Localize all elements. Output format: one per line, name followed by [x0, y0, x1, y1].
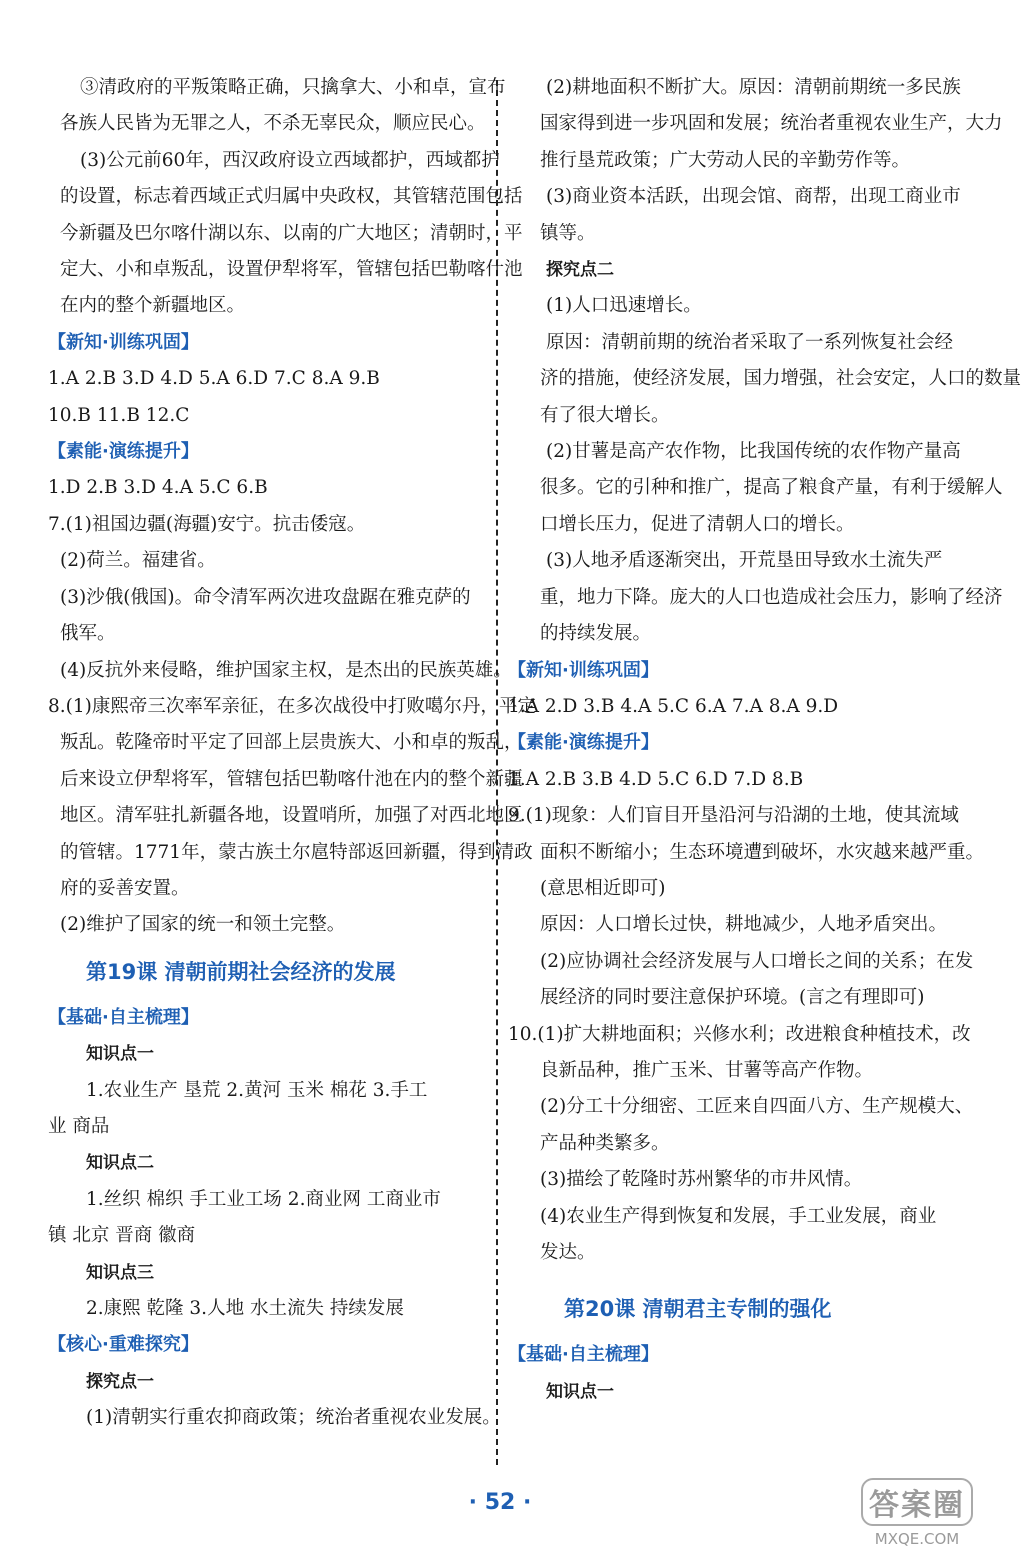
right-text-line: (3)描绘了乾隆时苏州繁华的市井风情。 [540, 1169, 863, 1191]
subsection-heading: 知识点三 [86, 1262, 154, 1283]
right-text-line: 9.(1)现象：人们盲目开垦沿河与沿湖的土地，使其流域 [508, 805, 959, 827]
subsection-heading: 知识点一 [86, 1044, 154, 1065]
left-text-line: 定大、小和卓叛乱，设置伊犁将军，管辖包括巴勒喀什池 [60, 259, 523, 281]
right-column [508, 70, 1021, 1410]
right-text-line: 1.A 2.D 3.B 4.A 5.C 6.A 7.A 8.A 9.D [508, 695, 839, 717]
right-text-line: 良新品种，推广玉米、甘薯等高产作物。 [540, 1059, 874, 1081]
right-text-line: 口增长压力，促进了清朝人口的增长。 [540, 513, 855, 535]
right-text-line: 发达。 [540, 1242, 596, 1263]
watermark [852, 1478, 982, 1548]
subsection-heading: 知识点一 [546, 1381, 614, 1402]
section-header: 【新知·训练巩固】 [48, 331, 199, 353]
left-text-line: (2)维护了国家的统一和领土完整。 [60, 914, 346, 936]
right-text-line: (2)分工十分细密、工匠来自四面八方、生产规模大、 [540, 1096, 974, 1118]
right-text-line: 有了很大增长。 [540, 404, 670, 426]
section-header: 【基础·自主梳理】 [48, 1006, 199, 1028]
left-text-line: 府的妥善安置。 [60, 877, 190, 899]
section-header: 【基础·自主梳理】 [508, 1344, 659, 1366]
left-text-line: 俄军。 [60, 623, 116, 645]
watermark-logo: 答案圈 [861, 1478, 973, 1526]
left-text-line: (1)清朝实行重农抑商政策；统治者重视农业发展。 [86, 1407, 501, 1429]
left-text-line: (3)公元前60年，西汉政府设立西域都护，西域都护 [80, 149, 500, 171]
right-text-line: 原因：清朝前期的统治者采取了一系列恢复社会经 [546, 331, 954, 353]
left-text-line: 的管辖。1771年，蒙古族土尔扈特部返回新疆，得到清政 [60, 841, 533, 863]
right-text-line: (意思相近即可) [540, 877, 666, 899]
section-header: 【核心·重难探究】 [48, 1334, 199, 1356]
column-divider [496, 80, 498, 1465]
subsection-heading: 探究点一 [86, 1371, 154, 1392]
section-header: 【素能·演练提升】 [508, 732, 659, 754]
left-text-line: 的设置，标志着西域正式归属中央政权，其管辖范围包括 [60, 186, 523, 208]
section-header: 【新知·训练巩固】 [508, 659, 659, 681]
right-text-line: (3)商业资本活跃，出现会馆、商帮，出现工商业市 [546, 186, 961, 208]
left-text-line: 8.(1)康熙帝三次率军亲征，在多次战役中打败噶尔丹，平定 [48, 695, 536, 717]
right-text-line: 的持续发展。 [540, 623, 652, 645]
left-text-line: (3)沙俄(俄国)。命令清军两次进攻盘踞在雅克萨的 [60, 586, 471, 608]
left-text-line: 1.丝织 棉织 手工业工场 2.商业网 工商业市 [86, 1188, 441, 1210]
right-text-line: 展经济的同时要注意保护环境。(言之有理即可) [540, 987, 925, 1009]
left-text-line: 在内的整个新疆地区。 [60, 295, 246, 317]
right-text-line: (2)甘薯是高产农作物，比我国传统的农作物产量高 [546, 441, 961, 463]
left-text-line: 1.农业生产 垦荒 2.黄河 玉米 棉花 3.手工 [86, 1079, 428, 1101]
right-text-line: (1)人口迅速增长。 [546, 295, 702, 317]
left-text-line: ③清政府的平叛策略正确，只擒拿大、小和卓，宣布 [80, 77, 506, 98]
right-text-line: (2)耕地面积不断扩大。原因：清朝前期统一多民族 [546, 77, 961, 98]
left-text-line: 1.A 2.B 3.D 4.D 5.A 6.D 7.C 8.A 9.B [48, 368, 380, 390]
right-text-line: (4)农业生产得到恢复和发展，手工业发展，商业 [540, 1205, 937, 1227]
right-text-line: 产品种类繁多。 [540, 1132, 670, 1154]
right-text-line: 10.(1)扩大耕地面积；兴修水利；改进粮食种植技术，改 [508, 1023, 971, 1045]
right-text-line: 国家得到进一步巩固和发展；统治者重视农业生产，大力 [540, 113, 1003, 135]
right-text-line: 济的措施，使经济发展，国力增强，社会安定，人口的数量 [540, 368, 1021, 390]
left-text-line: 地区。清军驻扎新疆各地，设置哨所，加强了对西北地区 [60, 805, 523, 827]
right-text-line: 推行垦荒政策；广大劳动人民的辛勤劳作等。 [540, 149, 911, 171]
lesson-title: 第19课 清朝前期社会经济的发展 [86, 959, 396, 984]
left-text-line: 10.B 11.B 12.C [48, 404, 190, 426]
left-text-line: 后来设立伊犁将军，管辖包括巴勒喀什池在内的整个新疆 [60, 768, 523, 790]
left-text-line: 镇 北京 晋商 徽商 [48, 1225, 196, 1247]
watermark-url: MXQE.COM [874, 1530, 960, 1548]
subsection-heading: 探究点二 [546, 260, 614, 281]
right-text-line: 原因：人口增长过快，耕地减少，人地矛盾突出。 [540, 914, 948, 936]
right-text-line: 1.A 2.B 3.B 4.D 5.C 6.D 7.D 8.B [508, 768, 804, 790]
left-text-line: 业 商品 [48, 1115, 110, 1137]
left-column [48, 70, 536, 1437]
right-text-line: 很多。它的引种和推广，提高了粮食产量，有利于缓解人 [540, 477, 1003, 499]
left-text-line: 7.(1)祖国边疆(海疆)安宁。抗击倭寇。 [48, 513, 366, 535]
right-text-line: (2)应协调社会经济发展与人口增长之间的关系；在发 [540, 950, 974, 972]
left-text-line: 1.D 2.B 3.D 4.A 5.C 6.B [48, 477, 268, 499]
lesson-title: 第20课 清朝君主专制的强化 [564, 1297, 832, 1322]
right-text-line: 重，地力下降。庞大的人口也造成社会压力，影响了经济 [540, 586, 1003, 608]
left-text-line: 各族人民皆为无罪之人，不杀无辜民众，顺应民心。 [60, 113, 486, 135]
left-text-line: (4)反抗外来侵略，维护国家主权，是杰出的民族英雄。 [60, 659, 512, 681]
left-text-line: 叛乱。乾隆帝时平定了回部上层贵族大、小和卓的叛乱， [60, 732, 523, 754]
right-text-line: (3)人地矛盾逐渐突出，开荒垦田导致水土流失严 [546, 550, 943, 572]
right-text-line: 面积不断缩小；生态环境遭到破坏，水灾越来越严重。 [540, 841, 985, 863]
section-header: 【素能·演练提升】 [48, 441, 199, 463]
page-number: · 52 · [468, 1490, 532, 1515]
left-text-line: 2.康熙 乾隆 3.人地 水土流失 持续发展 [86, 1298, 404, 1319]
left-text-line: 今新疆及巴尔喀什湖以东、以南的广大地区；清朝时，平 [60, 222, 523, 244]
right-text-line: 镇等。 [540, 222, 596, 244]
left-text-line: (2)荷兰。福建省。 [60, 550, 216, 572]
subsection-heading: 知识点二 [86, 1153, 154, 1174]
